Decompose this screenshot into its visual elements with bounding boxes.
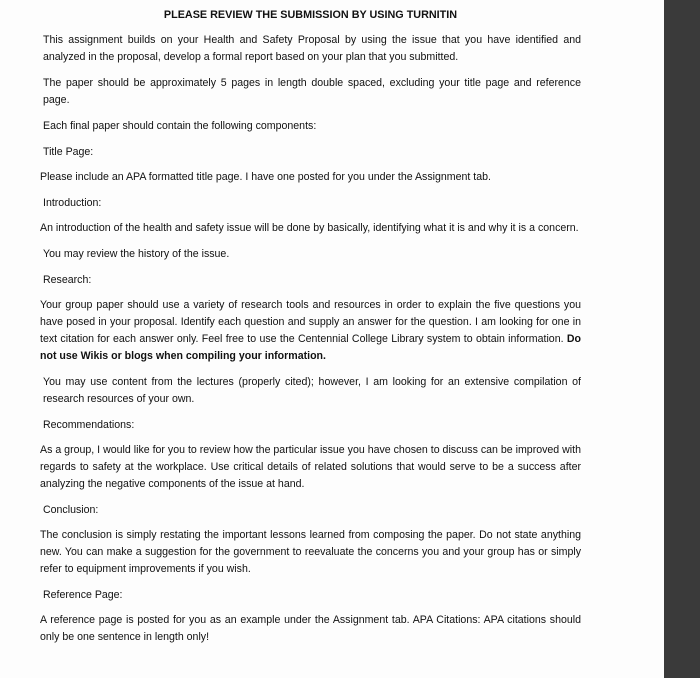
- conclusion-paragraph: The conclusion is simply restating the important lessons learned from composing the paper. Do not state anything new. You can make a suggestion for the government to reevaluate the concerns you and your group has or simply refer to equipment improvements if you wish.: [40, 529, 581, 575]
- intro-paragraph: This assignment builds on your Health and Safety Proposal by using the issue that you have identified and analyzed in the proposal, develop a formal report based on your plan that you submitted.: [43, 34, 581, 63]
- lectures-paragraph: You may use content from the lectures (properly cited); however, I am looking for an extensive compilation of research resources of your own.: [43, 376, 581, 405]
- side-shadow-bar: [664, 0, 700, 678]
- introduction-paragraph: An introduction of the health and safety issue will be done by basically, identifying what it is and why it is a concern.: [40, 222, 579, 234]
- research-text: Your group paper should use a variety of research tools and resources in order to explain the five questions you have posed in your proposal. Identify each question and supply an answer for the question. I am looking for one in text citation for each answer only. Feel free to use the Centennial College Library system to obtain information.: [40, 299, 581, 345]
- history-paragraph: You may review the history of the issue.: [43, 248, 230, 260]
- research-bold-text: Do not use Wikis or blogs when compiling your information.: [40, 333, 581, 362]
- reference-paragraph: A reference page is posted for you as an example under the Assignment tab. APA Citations: APA citations should only be one sentence in length only!: [40, 614, 581, 643]
- length-paragraph: The paper should be approximately 5 pages in length double spaced, excluding your title page and reference page.: [43, 77, 581, 106]
- recommendations-paragraph: As a group, I would like for you to review how the particular issue you have chosen to discuss can be improved with regards to safety at the workplace. Use critical details of related solutions that would serve to be a success after analyzing the negative components of the issue at hand.: [40, 444, 581, 490]
- title-page-paragraph: Please include an APA formatted title page. I have one posted for you under the Assignment tab.: [40, 171, 491, 183]
- research-heading: Research:: [43, 274, 92, 286]
- components-paragraph: Each final paper should contain the following components:: [43, 120, 317, 132]
- reference-heading: Reference Page:: [43, 589, 123, 601]
- title-page-heading: Title Page:: [43, 146, 94, 158]
- page-title: PLEASE REVIEW THE SUBMISSION BY USING TURNITIN: [163, 9, 458, 21]
- conclusion-heading: Conclusion:: [43, 504, 99, 516]
- introduction-heading: Introduction:: [43, 197, 102, 209]
- research-paragraph: [40, 297, 581, 365]
- recommendations-heading: Recommendations:: [43, 419, 135, 431]
- document-body: [40, 7, 581, 655]
